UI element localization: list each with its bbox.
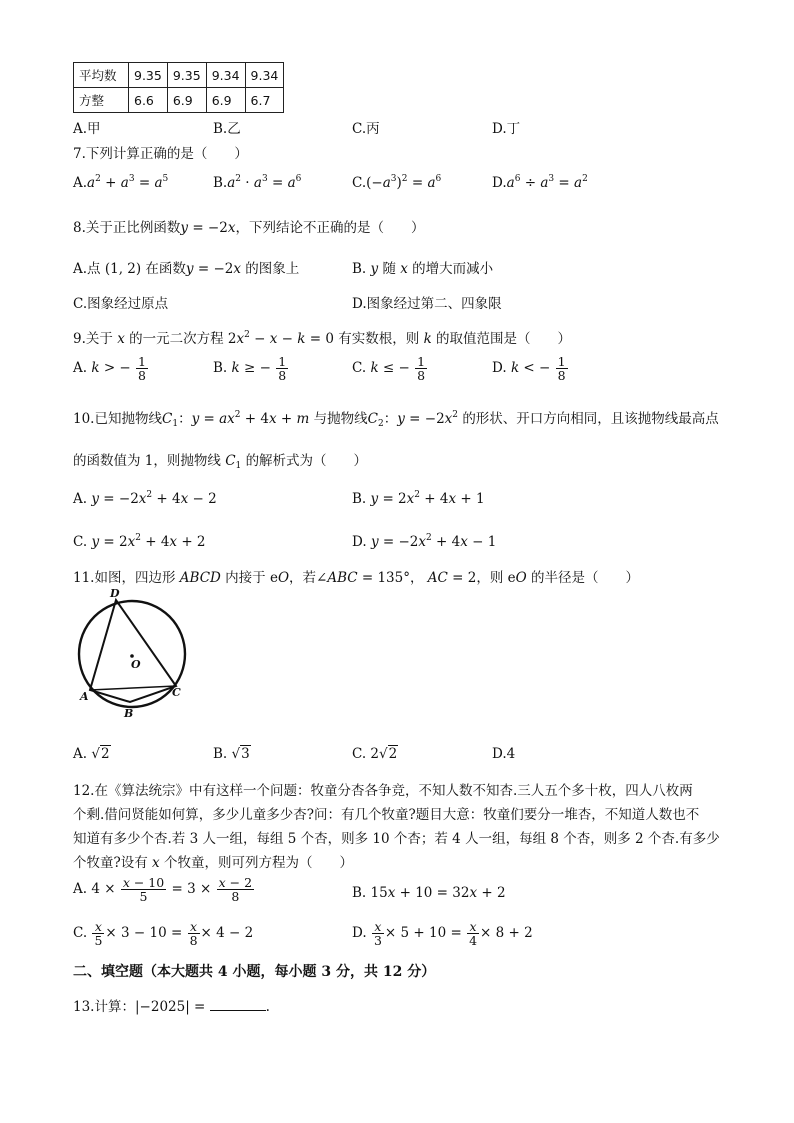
q13-stem: 13.计算：|−2025| = . <box>73 999 270 1015</box>
q9-option-a[interactable]: A. k > − $\frac{1}{8}$ <box>73 354 146 384</box>
q7-stem: 7.下列计算正确的是（ ） <box>73 146 248 162</box>
q7-option-a[interactable]: $A.a^2 + a^3 = a^5$ <box>73 174 169 191</box>
table-cell: 9.35 <box>167 63 206 88</box>
label-a: A <box>80 690 89 703</box>
q12-option-c[interactable]: C. $\frac{x}{5}$ × 3 − 10 = $\frac{x}{8}$ × 4 − 2 <box>73 919 254 949</box>
q11-option-a[interactable]: A. √2 <box>73 746 110 762</box>
q9-stem: 9.关于 x 的一元二次方程 $2x^2 - x - k = 0$ 有实数根，则 k 的取值范围是（ ） <box>73 330 572 347</box>
label-d: D <box>110 587 120 600</box>
q10-stem-line2: 的函数值为 1，则抛物线 $C_1$ 的解析式为（ ） <box>73 453 368 471</box>
q12-line3: 知道有多少个杏.若 3 人一组，每组 5 个杏，则多 10 个杏；若 4 人一组，每组 8 个杏，则多 2 个杏.有多少 <box>73 831 720 847</box>
q6-option-d[interactable]: D.丁 <box>492 121 521 137</box>
section-heading: 二、填空题（本大题共 4 小题，每小题 3 分，共 12 分） <box>73 964 436 980</box>
q7-option-d[interactable]: $D.a^6 \div a^3 = a^2$ <box>492 174 588 191</box>
q12-option-b[interactable]: B. 15x + 10 = 32x + 2 <box>352 885 506 901</box>
q10-option-a[interactable]: A. $y = -2x^2 + 4x - 2$ <box>73 490 217 507</box>
table-cell: 9.35 <box>129 63 168 88</box>
q7-option-b[interactable]: $B.a^2 \cdot a^3 = a^6$ <box>213 174 302 191</box>
q6-option-a[interactable]: A.甲 <box>73 121 101 137</box>
label-c: C <box>172 686 181 699</box>
q11-option-b[interactable]: B. √3 <box>213 746 250 762</box>
stats-table <box>73 62 284 113</box>
q8-option-d[interactable]: D.图象经过第二、四象限 <box>352 296 502 312</box>
q7-option-c[interactable]: $C.(-a^3)^2 = a^6$ <box>352 174 442 191</box>
q10-option-c[interactable]: C. $y = 2x^2 + 4x + 2$ <box>73 533 206 550</box>
q10-option-b[interactable]: B. $y = 2x^2 + 4x + 1$ <box>352 490 485 507</box>
label-b: B <box>124 707 134 720</box>
q9-option-c[interactable]: C. k ≤ − $\frac{1}{8}$ <box>352 354 426 384</box>
table-cell: 9.34 <box>206 63 245 88</box>
table-cell: 6.6 <box>129 88 168 113</box>
table-cell: 平均数 <box>74 63 129 88</box>
table-cell: 9.34 <box>245 63 284 88</box>
q12-line2: 个剩.借问贤能如何算，多少儿童多少杏?问：有几个牧童?题目大意：牧童们要分一堆杏，不知道人数也不 <box>73 807 700 823</box>
q12-line4: 个牧童?设有 x 个牧童，则可列方程为（ ） <box>73 855 353 871</box>
q11-option-d[interactable]: D.4 <box>492 746 516 762</box>
circle-figure <box>76 586 188 722</box>
q8-stem: 8.关于正比例函数y = −2x，下列结论不正确的是（ ） <box>73 220 425 236</box>
q6-option-b[interactable]: B.乙 <box>213 121 241 137</box>
table-row <box>74 63 284 88</box>
table-cell: 6.7 <box>245 88 284 113</box>
q12-line1: 12.在《算法统宗》中有这样一个问题：牧童分杏各争竞，不知人数不知杏.三人五个多十枚，四人八枚两 <box>73 783 693 799</box>
q12-option-a[interactable]: A. 4 × $\frac{x - 10}{5}$ = 3 × $\frac{x - 2}{8}$ <box>73 875 253 905</box>
answer-blank[interactable] <box>210 998 266 1011</box>
q8-option-a[interactable]: A.点 (1, 2) 在函数y = −2x 的图象上 <box>73 261 300 277</box>
table-cell: 6.9 <box>167 88 206 113</box>
q9-option-d[interactable]: D. k < − $\frac{1}{8}$ <box>492 354 566 384</box>
q10-option-d[interactable]: D. $y = -2x^2 + 4x - 1$ <box>352 533 497 550</box>
q11-stem: 11.如图，四边形 ABCD 内接于 eO，若∠ABC = 135°， AC = 2，则 eO 的半径是（ ） <box>73 570 640 586</box>
q9-option-b[interactable]: B. k ≥ − $\frac{1}{8}$ <box>213 354 287 384</box>
q12-option-d[interactable]: D. $\frac{x}{3}$ × 5 + 10 = $\frac{x}{4}$ × 8 + 2 <box>352 919 533 949</box>
q8-option-c[interactable]: C.图象经过原点 <box>73 296 169 312</box>
q8-option-b[interactable]: B. y 随 x 的增大而减小 <box>352 261 494 277</box>
table-row <box>74 88 284 113</box>
label-o: O <box>131 658 141 671</box>
q11-option-c[interactable]: C. 2√2 <box>352 746 398 762</box>
segment-ac <box>90 686 176 690</box>
q10-stem-line1: 10.已知抛物线$C_1$：$y = ax^2 + 4x + m$ 与抛物线$C_2$：$y = -2x^2$ 的形状、开口方向相同，且该抛物线最高点 <box>73 410 719 429</box>
table-cell: 6.9 <box>206 88 245 113</box>
table-cell: 方整 <box>74 88 129 113</box>
q6-option-c[interactable]: C.丙 <box>352 121 380 137</box>
